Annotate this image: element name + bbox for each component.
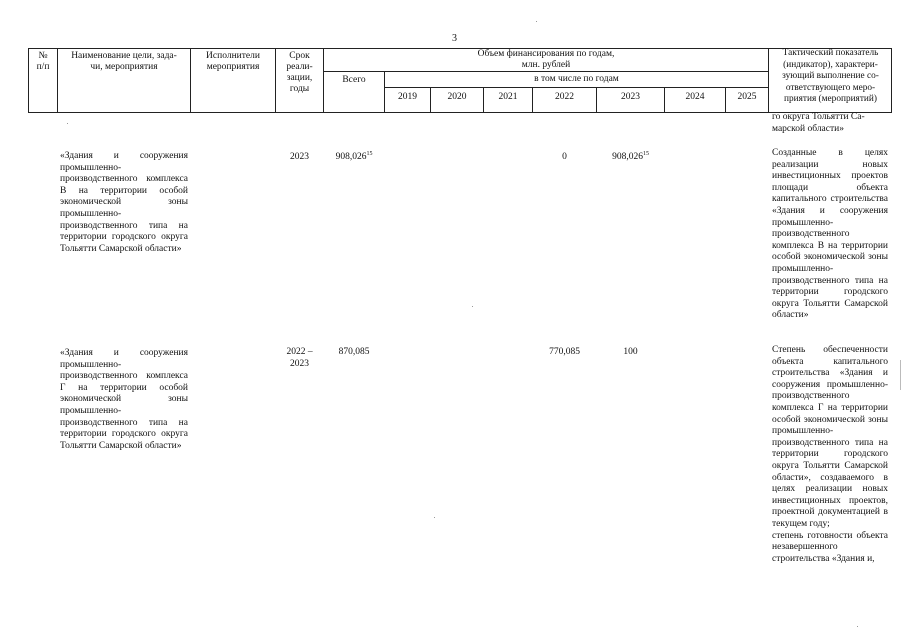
header-year-2020: 2020 — [447, 92, 467, 102]
scan-speck — [900, 360, 901, 390]
scan-speck — [536, 21, 537, 22]
header-col-incl: в том числе по годам — [534, 74, 619, 84]
header-year-2024: 2024 — [685, 92, 705, 102]
header-col-number: № п/п — [36, 51, 50, 72]
header-col-indicator: Тактический показатель (индикатор), характери- зующий выполнение со- ответствующего меро- приятия (мероприятий) — [782, 48, 879, 104]
header-year-2025: 2025 — [737, 92, 757, 102]
row-value-2023: 100 — [623, 347, 638, 357]
header-col-name: Наименование цели, зада- чи, мероприятия — [71, 51, 177, 72]
row-total: 908,026$^{15}$ — [335, 150, 373, 162]
header-year-2021: 2021 — [498, 92, 518, 102]
row-total: 870,085 — [338, 347, 370, 357]
row-name: «Здания и сооружения промышленно-производственного комплекса Г на территории особой экономической зоны промышленно-производственного типа на территории городского округа Тольятти Самарской области» — [60, 348, 188, 451]
scan-speck — [472, 306, 473, 307]
scan-speck — [67, 123, 68, 124]
row-name: «Здания и сооружения промышленно-производственного комплекса В на территории особой экономической зоны промышленно-производственного типа на территории городского округа Тольятти Самарской области» — [60, 151, 188, 254]
header-year-2019: 2019 — [398, 92, 417, 102]
page-number: 3 — [452, 33, 457, 44]
header-col-term: Срок реали- зации, годы — [286, 51, 313, 94]
row-indicator: Степень обеспеченности объекта капитального строительства «Здания и сооружения промышленно-производственного комплекса Г на территории особой экономической зоны промышленно-производственного типа на территории городского округа Тольятти Самарской области», создаваемого в целях реализации новых инвестиционных проектов, проектной документацией в текущем году; степень готовности объекта незавершенного строительства «Здания и, — [772, 345, 888, 564]
header-col-total: Всего — [342, 75, 366, 85]
row-value-2022: 0 — [562, 152, 567, 162]
carryover-text: го округа Тольятти Са- марской области» — [772, 112, 865, 134]
header-col-funding: Объем финансирования по годам, млн. рублей — [477, 49, 615, 70]
header-year-2023: 2023 — [621, 92, 640, 102]
row-indicator: Созданные в целях реализации новых инвестиционных проектов площади объекта капитального строительства «Здания и сооружения промышленно-производственного комплекса В на территории особой экономической зоны промышленно-производственного типа на территории городского округа Тольятти Самарской области» — [772, 148, 888, 321]
row-term: 2022 – 2023 — [286, 347, 313, 369]
row-term: 2023 — [290, 152, 309, 162]
row-value-2023: 908,026$^{15}$ — [612, 150, 649, 162]
header-year-2022: 2022 — [555, 92, 574, 102]
scan-speck — [434, 517, 435, 518]
scan-speck — [857, 626, 858, 627]
row-value-2022: 770,085 — [549, 347, 580, 357]
header-col-executors: Исполнители мероприятия — [206, 51, 260, 72]
